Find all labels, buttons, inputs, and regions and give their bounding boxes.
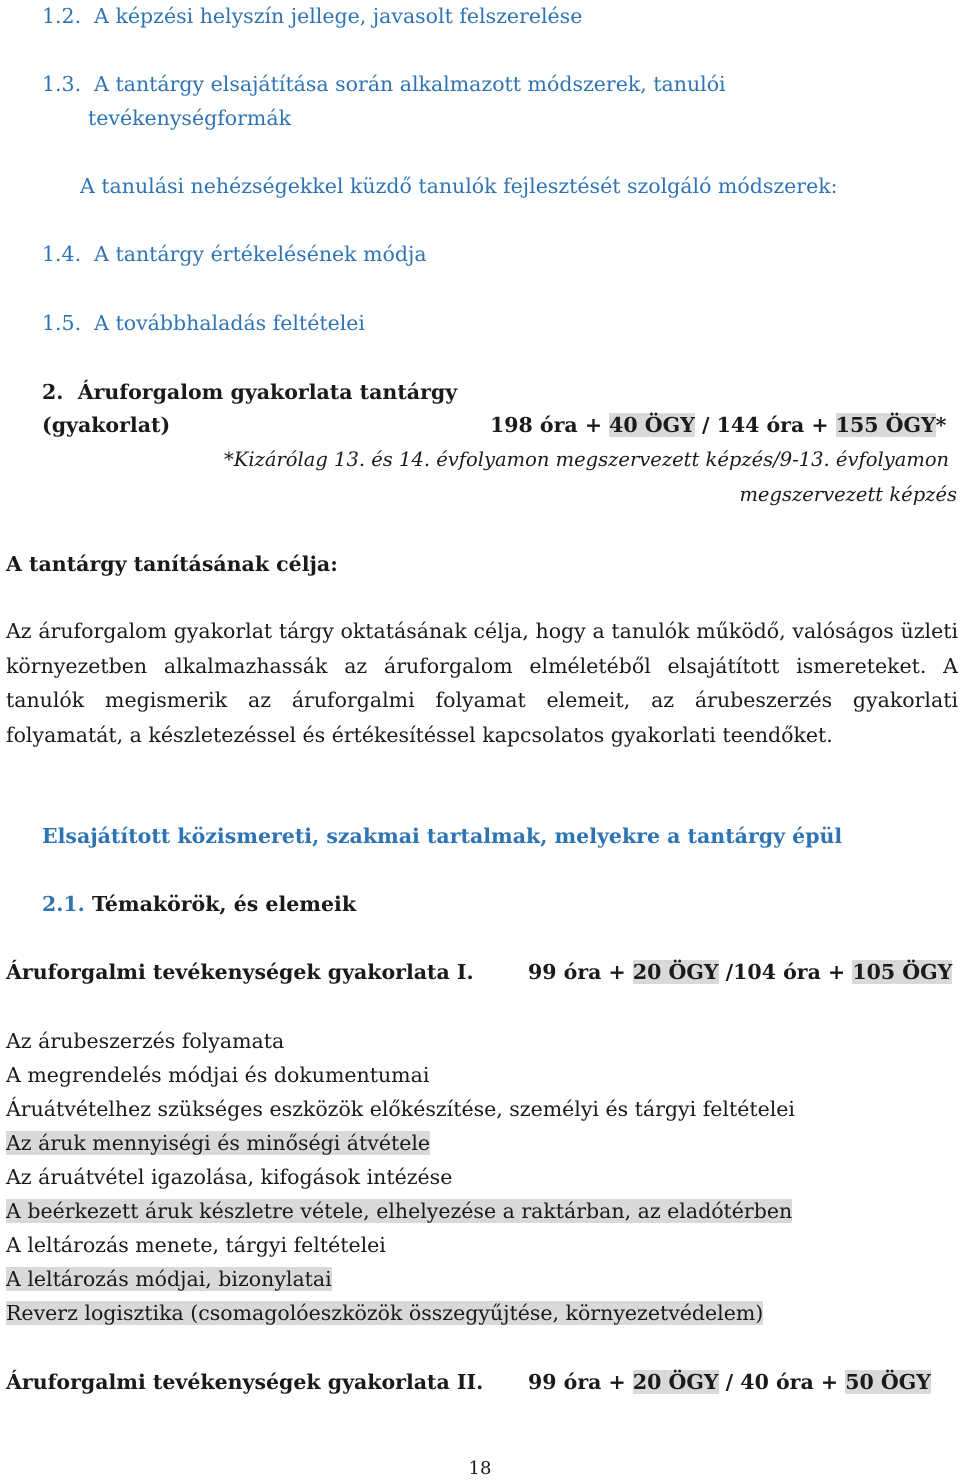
section-number: 1.2.	[42, 4, 82, 28]
prereq-heading: Elsajátított közismereti, szakmai tartalmak, melyekre a tantárgy épül	[42, 824, 843, 848]
topic1-item-4	[6, 1129, 430, 1157]
hours-base: 99 óra +	[528, 1370, 633, 1394]
page-number: 18	[468, 1458, 492, 1479]
topic2-title: Áruforgalmi tevékenységek gyakorlata II.	[6, 1370, 484, 1394]
topic2-hours	[528, 1368, 931, 1396]
hours-asterisk: *	[935, 413, 947, 437]
hours-ogy-highlight: 20 ÖGY	[632, 960, 719, 984]
topics-number: 2.1.	[42, 892, 85, 916]
topics-title: Témakörök, és elemeik	[91, 892, 357, 916]
section-number: 1.3.	[42, 72, 82, 96]
subject-name: Áruforgalom gyakorlata tantárgy	[77, 380, 458, 404]
section-title: A képzési helyszín jellege, javasolt felszerelése	[94, 4, 583, 28]
section-1-4-heading	[42, 240, 427, 268]
goal-heading: A tantárgy tanításának célja:	[6, 552, 338, 576]
subject-type: (gyakorlat)	[42, 413, 171, 437]
subject-heading	[42, 378, 457, 406]
section-title: A tantárgy értékelésének módja	[94, 242, 427, 266]
topic1-title: Áruforgalmi tevékenységek gyakorlata I.	[6, 960, 474, 984]
hours-base: 198 óra +	[490, 413, 610, 437]
hours-ogy-highlight-2: 155 ÖGY	[835, 413, 936, 437]
section-1-3-heading-cont: tevékenységformák	[88, 106, 292, 130]
section-1-2-heading	[42, 2, 582, 30]
topic1-item-5: Az áruátvétel igazolása, kifogások intézése	[6, 1165, 453, 1189]
topic1-item-9	[6, 1299, 763, 1327]
topic1-item-9-text: Reverz logisztika (csomagolóeszközök összegyűjtése, környezetvédelem)	[6, 1301, 764, 1325]
section-title: A továbbhaladás feltételei	[94, 311, 365, 335]
hours-ogy-highlight-2: 105 ÖGY	[852, 960, 953, 984]
hours-alt: /104 óra +	[718, 960, 853, 984]
topic1-item-4-text: Az áruk mennyiségi és minőségi átvétele	[6, 1131, 431, 1155]
hours-alt: / 40 óra +	[718, 1370, 846, 1394]
topic1-item-1: Az árubeszerzés folyamata	[6, 1029, 285, 1053]
subject-footnote-cont: megszervezett képzés	[739, 483, 957, 506]
topic1-hours	[528, 958, 952, 986]
topics-heading	[42, 890, 356, 918]
subject-footnote: *Kizárólag 13. és 14. évfolyamon megszervezett képzés/9-13. évfolyamon	[224, 448, 950, 471]
hours-ogy-highlight-2: 50 ÖGY	[845, 1370, 931, 1394]
topic1-item-7: A leltározás menete, tárgyi feltételei	[6, 1233, 386, 1257]
topic1-item-6	[6, 1197, 792, 1225]
topic1-item-6-text: A beérkezett áruk készletre vétele, elhelyezése a raktárban, az eladótérben	[6, 1199, 793, 1223]
methods-note: A tanulási nehézségekkel küzdő tanulók fejlesztését szolgáló módszerek:	[80, 174, 838, 198]
subject-hours	[490, 411, 946, 439]
hours-alt: / 144 óra +	[694, 413, 836, 437]
topic1-item-8-text: A leltározás módjai, bizonylatai	[6, 1267, 332, 1291]
section-title: A tantárgy elsajátítása során alkalmazott módszerek, tanulói	[94, 72, 726, 96]
goal-paragraph: Az áruforgalom gyakorlat tárgy oktatásának célja, hogy a tanulók működő, valóságos üzleti környezetben alkalmazhassák az áruforgalom elméletéből elsajátított ismereteket. A tanulók megismerik az áruforgalmi folyamat elemeit, az árubeszerzés gyakorlati folyamatát, a készletezéssel és értékesítéssel kapcsolatos gyakorlati teendőket.	[6, 619, 958, 747]
topic1-item-3: Áruátvételhez szükséges eszközök előkészítése, személyi és tárgyi feltételei	[6, 1097, 795, 1121]
hours-ogy-highlight: 20 ÖGY	[632, 1370, 719, 1394]
hours-base: 99 óra +	[528, 960, 633, 984]
section-number: 1.5.	[42, 311, 82, 335]
section-1-3-heading	[42, 70, 726, 98]
topic1-item-2: A megrendelés módjai és dokumentumai	[6, 1063, 430, 1087]
subject-number: 2.	[42, 380, 64, 404]
section-1-5-heading	[42, 309, 365, 337]
hours-ogy-highlight: 40 ÖGY	[609, 413, 695, 437]
topic1-item-8	[6, 1265, 332, 1293]
section-number: 1.4.	[42, 242, 82, 266]
